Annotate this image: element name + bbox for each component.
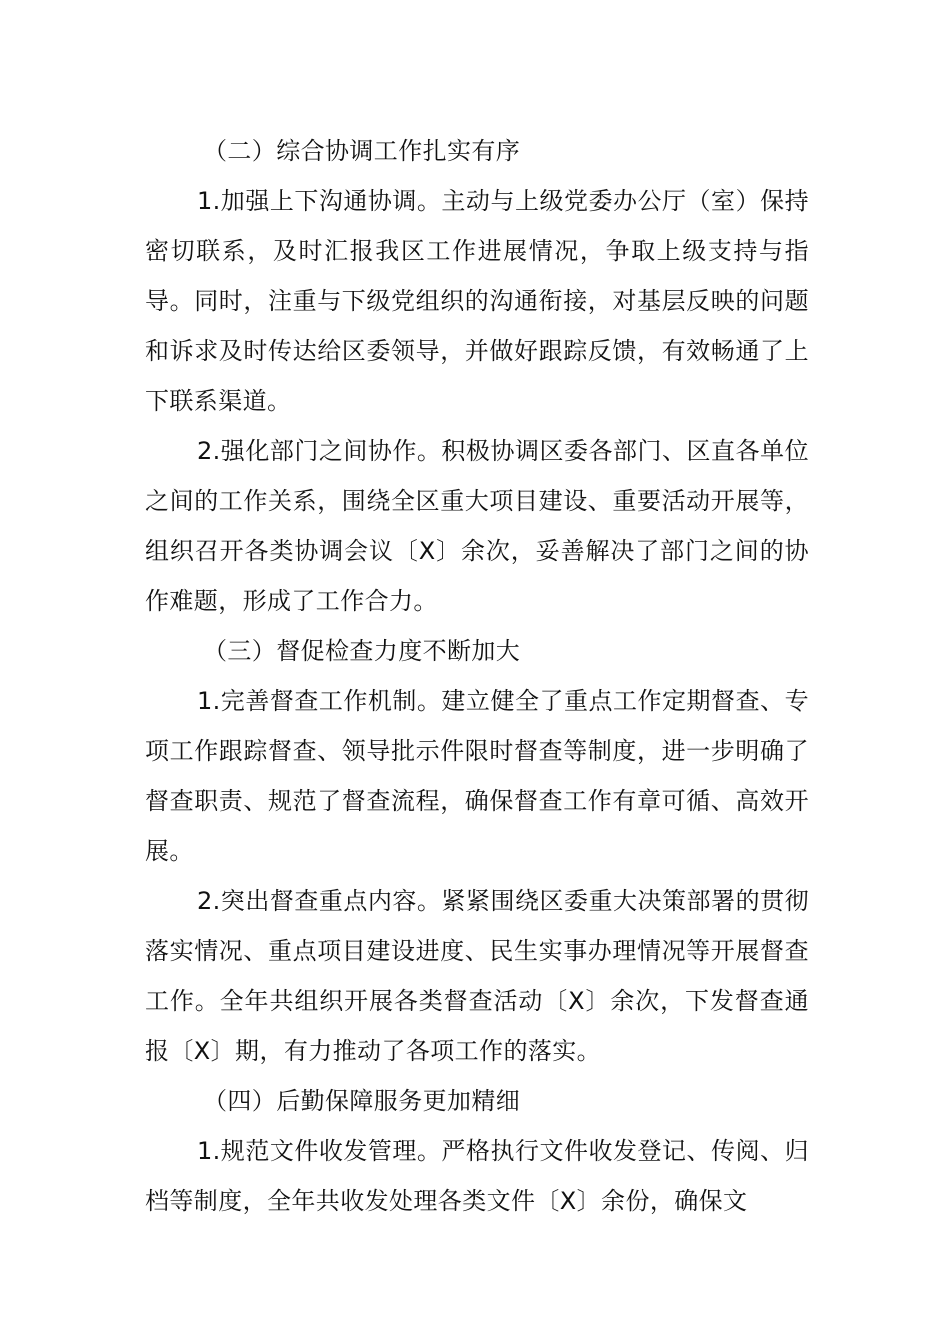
section-heading-3: （三）督促检查力度不断加大: [203, 637, 521, 665]
paragraph-inspection-focus: 2.突出督查重点内容。紧紧围绕区委重大决策部署的贯彻落实情况、重点项目建设进度、民生实事办理情况等开展督查工作。全年共组织开展各类督查活动〔X〕余次，下发督查通报〔X〕期，有力推动了各项工作的落实。: [145, 887, 809, 1065]
section-heading-4: （四）后勤保障服务更加精细: [203, 1087, 521, 1115]
paragraph-communication: 1.加强上下沟通协调。主动与上级党委办公厅（室）保持密切联系，及时汇报我区工作进展情况，争取上级支持与指导。同时，注重与下级党组织的沟通衔接，对基层反映的问题和诉求及时传达给区委领导，并做好跟踪反馈，有效畅通了上下联系渠道。: [145, 187, 809, 415]
section-heading-2: （二）综合协调工作扎实有序: [203, 137, 521, 165]
paragraph-document-management: 1.规范文件收发管理。严格执行文件收发登记、传阅、归档等制度，全年共收发处理各类文件〔X〕余份，确保文: [145, 1137, 809, 1215]
paragraph-department-cooperation: 2.强化部门之间协作。积极协调区委各部门、区直各单位之间的工作关系，围绕全区重大项目建设、重要活动开展等，组织召开各类协调会议〔X〕余次，妥善解决了部门之间的协作难题，形成了工作合力。: [145, 437, 809, 615]
paragraph-inspection-mechanism: 1.完善督查工作机制。建立健全了重点工作定期督查、专项工作跟踪督查、领导批示件限时督查等制度，进一步明确了督查职责、规范了督查流程，确保督查工作有章可循、高效开展。: [145, 687, 809, 865]
document-body: [145, 126, 809, 1226]
